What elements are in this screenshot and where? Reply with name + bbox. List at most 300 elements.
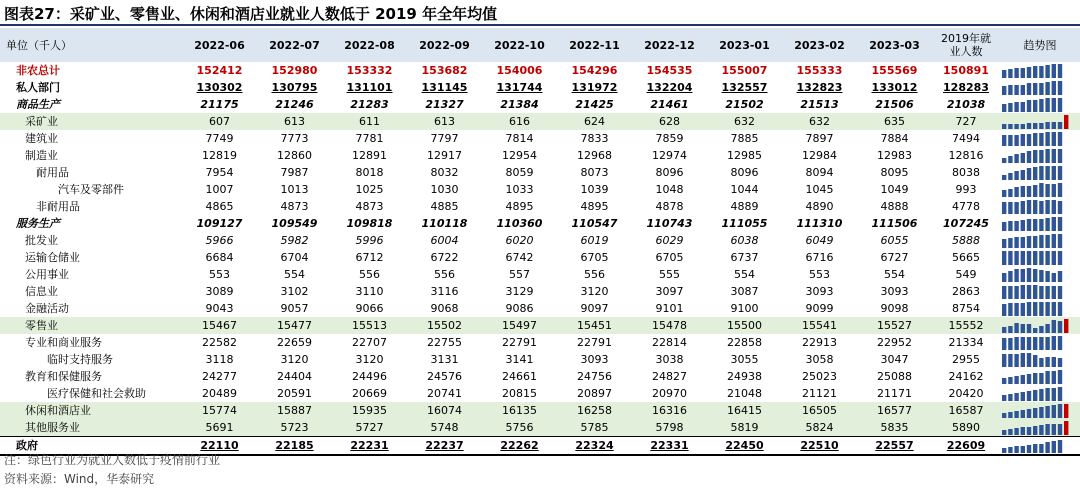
trend-bar [1021, 269, 1025, 282]
value-cell: 20669 [352, 387, 387, 400]
value-cell: 1033 [505, 183, 534, 196]
trend-bar [1033, 219, 1037, 231]
trend-bar [1027, 200, 1031, 214]
value-cell: 7884 [880, 132, 909, 145]
row-label: 耐用品 [36, 166, 69, 179]
value-cell: 3093 [580, 353, 609, 366]
table-row [0, 181, 1080, 198]
trend-bar [1021, 410, 1025, 418]
trend-bar [1039, 183, 1043, 197]
trend-sparkline [1000, 199, 1072, 214]
title-divider [0, 24, 1080, 26]
value-cell: 5966 [205, 234, 234, 247]
value-cell: 16258 [557, 402, 632, 419]
baseline-cell: 2863 [952, 285, 980, 298]
trend-bar [1045, 442, 1049, 453]
value-cell: 15527 [857, 317, 932, 334]
value-cell: 632 [707, 113, 782, 130]
trend-bar [1045, 82, 1049, 95]
trend-bar [1045, 200, 1049, 214]
table-row [0, 147, 1080, 164]
trend-bar [1033, 390, 1037, 401]
table-row [0, 385, 1080, 402]
trend-bar [1002, 239, 1006, 248]
trend-bar [1033, 185, 1037, 197]
trend-bar [1052, 371, 1056, 384]
trend-bar [1021, 324, 1025, 333]
value-cell: 154535 [646, 64, 693, 77]
value-cell: 21506 [875, 98, 914, 111]
trend-bar [1039, 251, 1043, 265]
row-label: 批发业 [25, 234, 58, 247]
trend-sparkline [1000, 301, 1072, 316]
trend-cell [1000, 215, 1080, 232]
trend-cell [1000, 300, 1080, 317]
trend-bar [1052, 98, 1056, 112]
trend-bar [1052, 336, 1056, 350]
trend-cell [1000, 419, 1080, 437]
trend-sparkline [1000, 420, 1072, 435]
trend-bar [1008, 429, 1012, 435]
trend-cell [1000, 317, 1080, 334]
trend-bar [1008, 271, 1012, 282]
value-cell: 9097 [580, 302, 609, 315]
trend-bar [1027, 219, 1031, 231]
value-cell: 5748 [407, 419, 482, 437]
row-label: 信息业 [25, 285, 58, 298]
trend-bar [1058, 440, 1062, 453]
baseline-cell: 15552 [932, 317, 1000, 334]
value-cell: 4885 [430, 200, 459, 213]
trend-sparkline [1000, 403, 1072, 418]
trend-bar [1027, 427, 1031, 435]
table-header-row [0, 28, 1080, 62]
trend-bar [1008, 251, 1012, 265]
header-month: 2022-07 [257, 28, 332, 62]
trend-bar [1033, 269, 1037, 282]
trend-bar [1021, 170, 1025, 180]
value-cell: 6004 [430, 234, 459, 247]
value-cell: 6742 [505, 251, 534, 264]
value-cell: 553 [209, 268, 230, 281]
trend-cell [1000, 130, 1080, 147]
value-cell: 22582 [202, 336, 237, 349]
trend-bar [1008, 377, 1012, 384]
value-cell: 6705 [580, 251, 609, 264]
value-cell: 8095 [880, 166, 909, 179]
value-cell: 22755 [427, 336, 462, 349]
value-cell: 153332 [346, 64, 393, 77]
value-cell: 613 [407, 113, 482, 130]
trend-bar [1058, 81, 1062, 95]
value-cell: 22185 [257, 437, 332, 456]
trend-bar [1008, 135, 1012, 146]
trend-bar [1014, 303, 1018, 316]
value-cell: 4889 [730, 200, 759, 213]
value-cell: 3129 [505, 285, 534, 298]
trend-bar [1039, 66, 1043, 78]
value-cell: 8018 [355, 166, 384, 179]
value-cell: 22510 [782, 437, 857, 456]
value-cell: 24277 [202, 370, 237, 383]
trend-bar [1021, 337, 1025, 350]
trend-sparkline [1000, 284, 1072, 299]
value-cell: 21327 [425, 98, 464, 111]
baseline-cell: 4778 [952, 200, 980, 213]
value-cell: 110360 [496, 217, 543, 230]
trend-bar [1027, 168, 1031, 180]
trend-bar [1002, 395, 1006, 401]
value-cell: 8094 [805, 166, 834, 179]
value-cell: 3058 [805, 353, 834, 366]
trend-cell [1000, 334, 1080, 351]
value-cell: 15478 [632, 317, 707, 334]
trend-bar [1008, 189, 1012, 197]
trend-sparkline [1000, 318, 1072, 333]
trend-bar [1027, 374, 1031, 384]
value-cell: 15541 [782, 317, 857, 334]
value-cell: 3110 [355, 285, 384, 298]
row-label: 专业和商业服务 [25, 336, 102, 349]
trend-bar [1008, 447, 1012, 453]
trend-bar [1014, 428, 1018, 435]
value-cell: 22659 [277, 336, 312, 349]
value-cell: 613 [257, 113, 332, 130]
value-cell: 3116 [430, 285, 459, 298]
trend-bar [1058, 149, 1062, 163]
trend-bar [1008, 412, 1012, 418]
value-cell: 12819 [202, 149, 237, 162]
value-cell: 607 [182, 113, 257, 130]
value-cell: 7781 [355, 132, 384, 145]
value-cell: 556 [584, 268, 605, 281]
value-cell: 12917 [427, 149, 462, 162]
trend-sparkline [1000, 63, 1072, 78]
value-cell: 7859 [655, 132, 684, 145]
trend-bar [1014, 411, 1018, 418]
trend-bar [1027, 285, 1031, 299]
trend-bar [1021, 186, 1025, 197]
table-row [0, 62, 1080, 79]
trend-bar [1058, 286, 1062, 299]
value-cell: 21425 [575, 98, 614, 111]
table-row [0, 419, 1080, 437]
value-cell: 3055 [730, 353, 759, 366]
value-cell: 152980 [271, 64, 318, 77]
value-cell: 4873 [280, 200, 309, 213]
value-cell: 24756 [577, 370, 612, 383]
value-cell: 628 [632, 113, 707, 130]
trend-sparkline [1000, 233, 1072, 248]
trend-bar [1039, 219, 1043, 231]
header-month: 2022-10 [482, 28, 557, 62]
value-cell: 154006 [496, 64, 543, 77]
value-cell: 20591 [277, 387, 312, 400]
value-cell: 9099 [805, 302, 834, 315]
baseline-cell: 8038 [952, 166, 980, 179]
trend-bar [1033, 408, 1037, 418]
trend-bar [1033, 302, 1037, 316]
trend-bar [1027, 268, 1031, 282]
trend-cell [1000, 96, 1080, 113]
value-cell: 110743 [646, 217, 693, 230]
value-cell: 15774 [182, 402, 257, 419]
trend-bar-baseline [1064, 404, 1068, 418]
trend-bar [1039, 133, 1043, 146]
trend-bar [1052, 217, 1056, 231]
value-cell: 15451 [557, 317, 632, 334]
value-cell: 6049 [805, 234, 834, 247]
trend-sparkline [1000, 267, 1072, 282]
value-cell: 24496 [352, 370, 387, 383]
baseline-cell: 21334 [948, 336, 984, 349]
value-cell: 4895 [580, 200, 609, 213]
row-label: 私人部门 [16, 81, 60, 94]
baseline-cell: 7494 [952, 132, 980, 145]
value-cell: 557 [509, 268, 530, 281]
value-cell: 109549 [271, 217, 318, 230]
row-label: 非耐用品 [36, 200, 80, 213]
trend-bar [1027, 337, 1031, 350]
value-cell: 7954 [205, 166, 234, 179]
header-month: 2022-08 [332, 28, 407, 62]
value-cell: 6055 [880, 234, 909, 247]
value-cell: 3089 [205, 285, 234, 298]
value-cell: 9057 [280, 302, 309, 315]
value-cell: 110118 [421, 217, 468, 230]
value-cell: 6029 [655, 234, 684, 247]
trend-bar [1027, 302, 1031, 316]
value-cell: 5996 [355, 234, 384, 247]
value-cell: 24661 [502, 370, 537, 383]
row-label: 汽车及零部件 [58, 183, 124, 196]
trend-bar [1033, 444, 1037, 453]
value-cell: 7897 [805, 132, 834, 145]
table-row [0, 249, 1080, 266]
trend-bar [1008, 286, 1012, 299]
baseline-cell: 16587 [932, 402, 1000, 419]
trend-bar [1039, 150, 1043, 163]
trend-bar [1058, 122, 1062, 129]
baseline-cell: 727 [932, 113, 1000, 130]
value-cell: 22110 [182, 437, 257, 456]
trend-bar [1033, 285, 1037, 299]
trend-bar [1045, 65, 1049, 78]
trend-bar [1039, 83, 1043, 95]
trend-bar [1058, 98, 1062, 112]
trend-sparkline [1000, 250, 1072, 265]
value-cell: 4865 [205, 200, 234, 213]
value-cell: 9068 [430, 302, 459, 315]
value-cell: 611 [332, 113, 407, 130]
value-cell: 130302 [196, 81, 243, 94]
value-cell: 132204 [646, 81, 693, 94]
value-cell: 3120 [580, 285, 609, 298]
value-cell: 133012 [871, 81, 918, 94]
trend-bar-baseline [1064, 319, 1068, 333]
trend-bar [1052, 286, 1056, 299]
trend-cell [1000, 113, 1080, 130]
trend-bar [1033, 355, 1037, 367]
value-cell: 9100 [730, 302, 759, 315]
figure-label: 图表27： [4, 5, 70, 23]
trend-bar [1021, 102, 1025, 112]
trend-bar-baseline [1064, 115, 1068, 129]
trend-cell [1000, 249, 1080, 266]
value-cell: 9043 [205, 302, 234, 315]
trend-sparkline [1000, 114, 1072, 129]
value-cell: 8032 [430, 166, 459, 179]
trend-bar [1033, 66, 1037, 78]
trend-bar [1039, 302, 1043, 316]
value-cell: 15502 [407, 317, 482, 334]
value-cell: 7814 [505, 132, 534, 145]
trend-bar [1002, 175, 1006, 180]
trend-bar [1014, 202, 1018, 214]
value-cell: 152412 [196, 64, 243, 77]
value-cell: 6705 [655, 251, 684, 264]
header-month: 2023-03 [857, 28, 932, 62]
trend-bar [1021, 237, 1025, 248]
trend-cell [1000, 351, 1080, 368]
row-label: 休闲和酒店业 [0, 402, 182, 419]
trend-sparkline [1000, 148, 1072, 163]
row-label: 教育和保健服务 [25, 370, 102, 383]
trend-bar [1014, 135, 1018, 146]
trend-cell [1000, 385, 1080, 402]
trend-bar [1021, 446, 1025, 453]
baseline-cell: 2955 [952, 353, 980, 366]
baseline-cell: 20420 [948, 387, 984, 400]
value-cell: 6727 [880, 251, 909, 264]
table-row [0, 79, 1080, 96]
table-row [0, 113, 1080, 130]
value-cell: 110547 [571, 217, 618, 230]
trend-bar [1045, 251, 1049, 265]
value-cell: 15887 [257, 402, 332, 419]
trend-sparkline [1000, 369, 1072, 384]
trend-bar [1045, 98, 1049, 112]
baseline-cell: 22609 [932, 437, 1000, 456]
trend-bar [1058, 234, 1062, 248]
trend-bar [1052, 64, 1056, 78]
header-baseline-line2: 业人数 [949, 45, 983, 58]
trend-bar [1058, 217, 1062, 231]
header-baseline [932, 28, 1000, 62]
trend-cell [1000, 62, 1080, 79]
trend-bar [1008, 394, 1012, 401]
value-cell: 6019 [580, 234, 609, 247]
trend-bar [1045, 406, 1049, 418]
value-cell: 3131 [430, 353, 459, 366]
value-cell: 153682 [421, 64, 468, 77]
table-row [0, 402, 1080, 419]
value-cell: 8096 [730, 166, 759, 179]
trend-bar [1052, 273, 1056, 282]
trend-bar [1033, 200, 1037, 214]
table-row [0, 300, 1080, 317]
row-label: 公用事业 [25, 268, 69, 281]
trend-bar [1039, 444, 1043, 453]
trend-bar [1021, 375, 1025, 384]
value-cell: 6704 [280, 251, 309, 264]
trend-bar [1045, 149, 1049, 163]
row-label: 服务生产 [16, 217, 60, 230]
value-cell: 15513 [332, 317, 407, 334]
source-note: 资料来源：Wind，华泰研究 [4, 472, 155, 486]
table-row [0, 198, 1080, 215]
value-cell: 1030 [430, 183, 459, 196]
trend-bar [1014, 237, 1018, 248]
trend-bar [1002, 304, 1006, 316]
baseline-cell: 128283 [943, 81, 989, 94]
header-month: 2023-01 [707, 28, 782, 62]
value-cell: 21246 [275, 98, 314, 111]
value-cell: 12954 [502, 149, 537, 162]
value-cell: 7797 [430, 132, 459, 145]
trend-bar [1045, 235, 1049, 248]
trend-bar [1021, 353, 1025, 367]
value-cell: 15467 [182, 317, 257, 334]
trend-bar [1008, 354, 1012, 367]
value-cell: 22791 [502, 336, 537, 349]
value-cell: 22262 [482, 437, 557, 456]
value-cell: 20897 [577, 387, 612, 400]
value-cell: 21283 [350, 98, 389, 111]
trend-bar [1039, 201, 1043, 214]
value-cell: 3087 [730, 285, 759, 298]
row-label: 制造业 [25, 149, 58, 162]
value-cell: 3102 [280, 285, 309, 298]
value-cell: 3093 [805, 285, 834, 298]
row-label: 运输仓储业 [25, 251, 80, 264]
value-cell: 6716 [805, 251, 834, 264]
trend-bar [1052, 405, 1056, 418]
trend-bar [1002, 378, 1006, 384]
value-cell: 632 [782, 113, 857, 130]
trend-bar [1039, 425, 1043, 435]
trend-bar [1014, 102, 1018, 112]
baseline-cell: 549 [955, 268, 977, 281]
trend-bar [1002, 273, 1006, 282]
value-cell: 155007 [721, 64, 768, 77]
trend-bar [1002, 104, 1006, 112]
value-cell: 15477 [257, 317, 332, 334]
row-label: 非农总计 [16, 64, 60, 77]
value-cell: 3120 [355, 353, 384, 366]
value-cell: 554 [284, 268, 305, 281]
table-row [0, 232, 1080, 249]
baseline-cell: 24162 [948, 370, 984, 383]
trend-sparkline [1000, 352, 1072, 367]
trend-bar [1058, 302, 1062, 316]
value-cell: 555 [659, 268, 680, 281]
trend-bar [1027, 67, 1031, 78]
trend-bar [1052, 166, 1056, 180]
value-cell: 3093 [880, 285, 909, 298]
trend-sparkline [1000, 165, 1072, 180]
trend-bar [1021, 134, 1025, 146]
trend-bar [1014, 376, 1018, 384]
value-cell: 5691 [182, 419, 257, 437]
value-cell: 3118 [205, 353, 234, 366]
trend-bar [1002, 202, 1006, 214]
value-cell: 154296 [571, 64, 618, 77]
value-cell: 21384 [500, 98, 539, 111]
trend-cell [1000, 198, 1080, 215]
trend-bar [1033, 251, 1037, 265]
figure-title-text: 采矿业、零售业、休闲和酒店业就业人数低于 2019 年全年均值 [69, 5, 498, 23]
